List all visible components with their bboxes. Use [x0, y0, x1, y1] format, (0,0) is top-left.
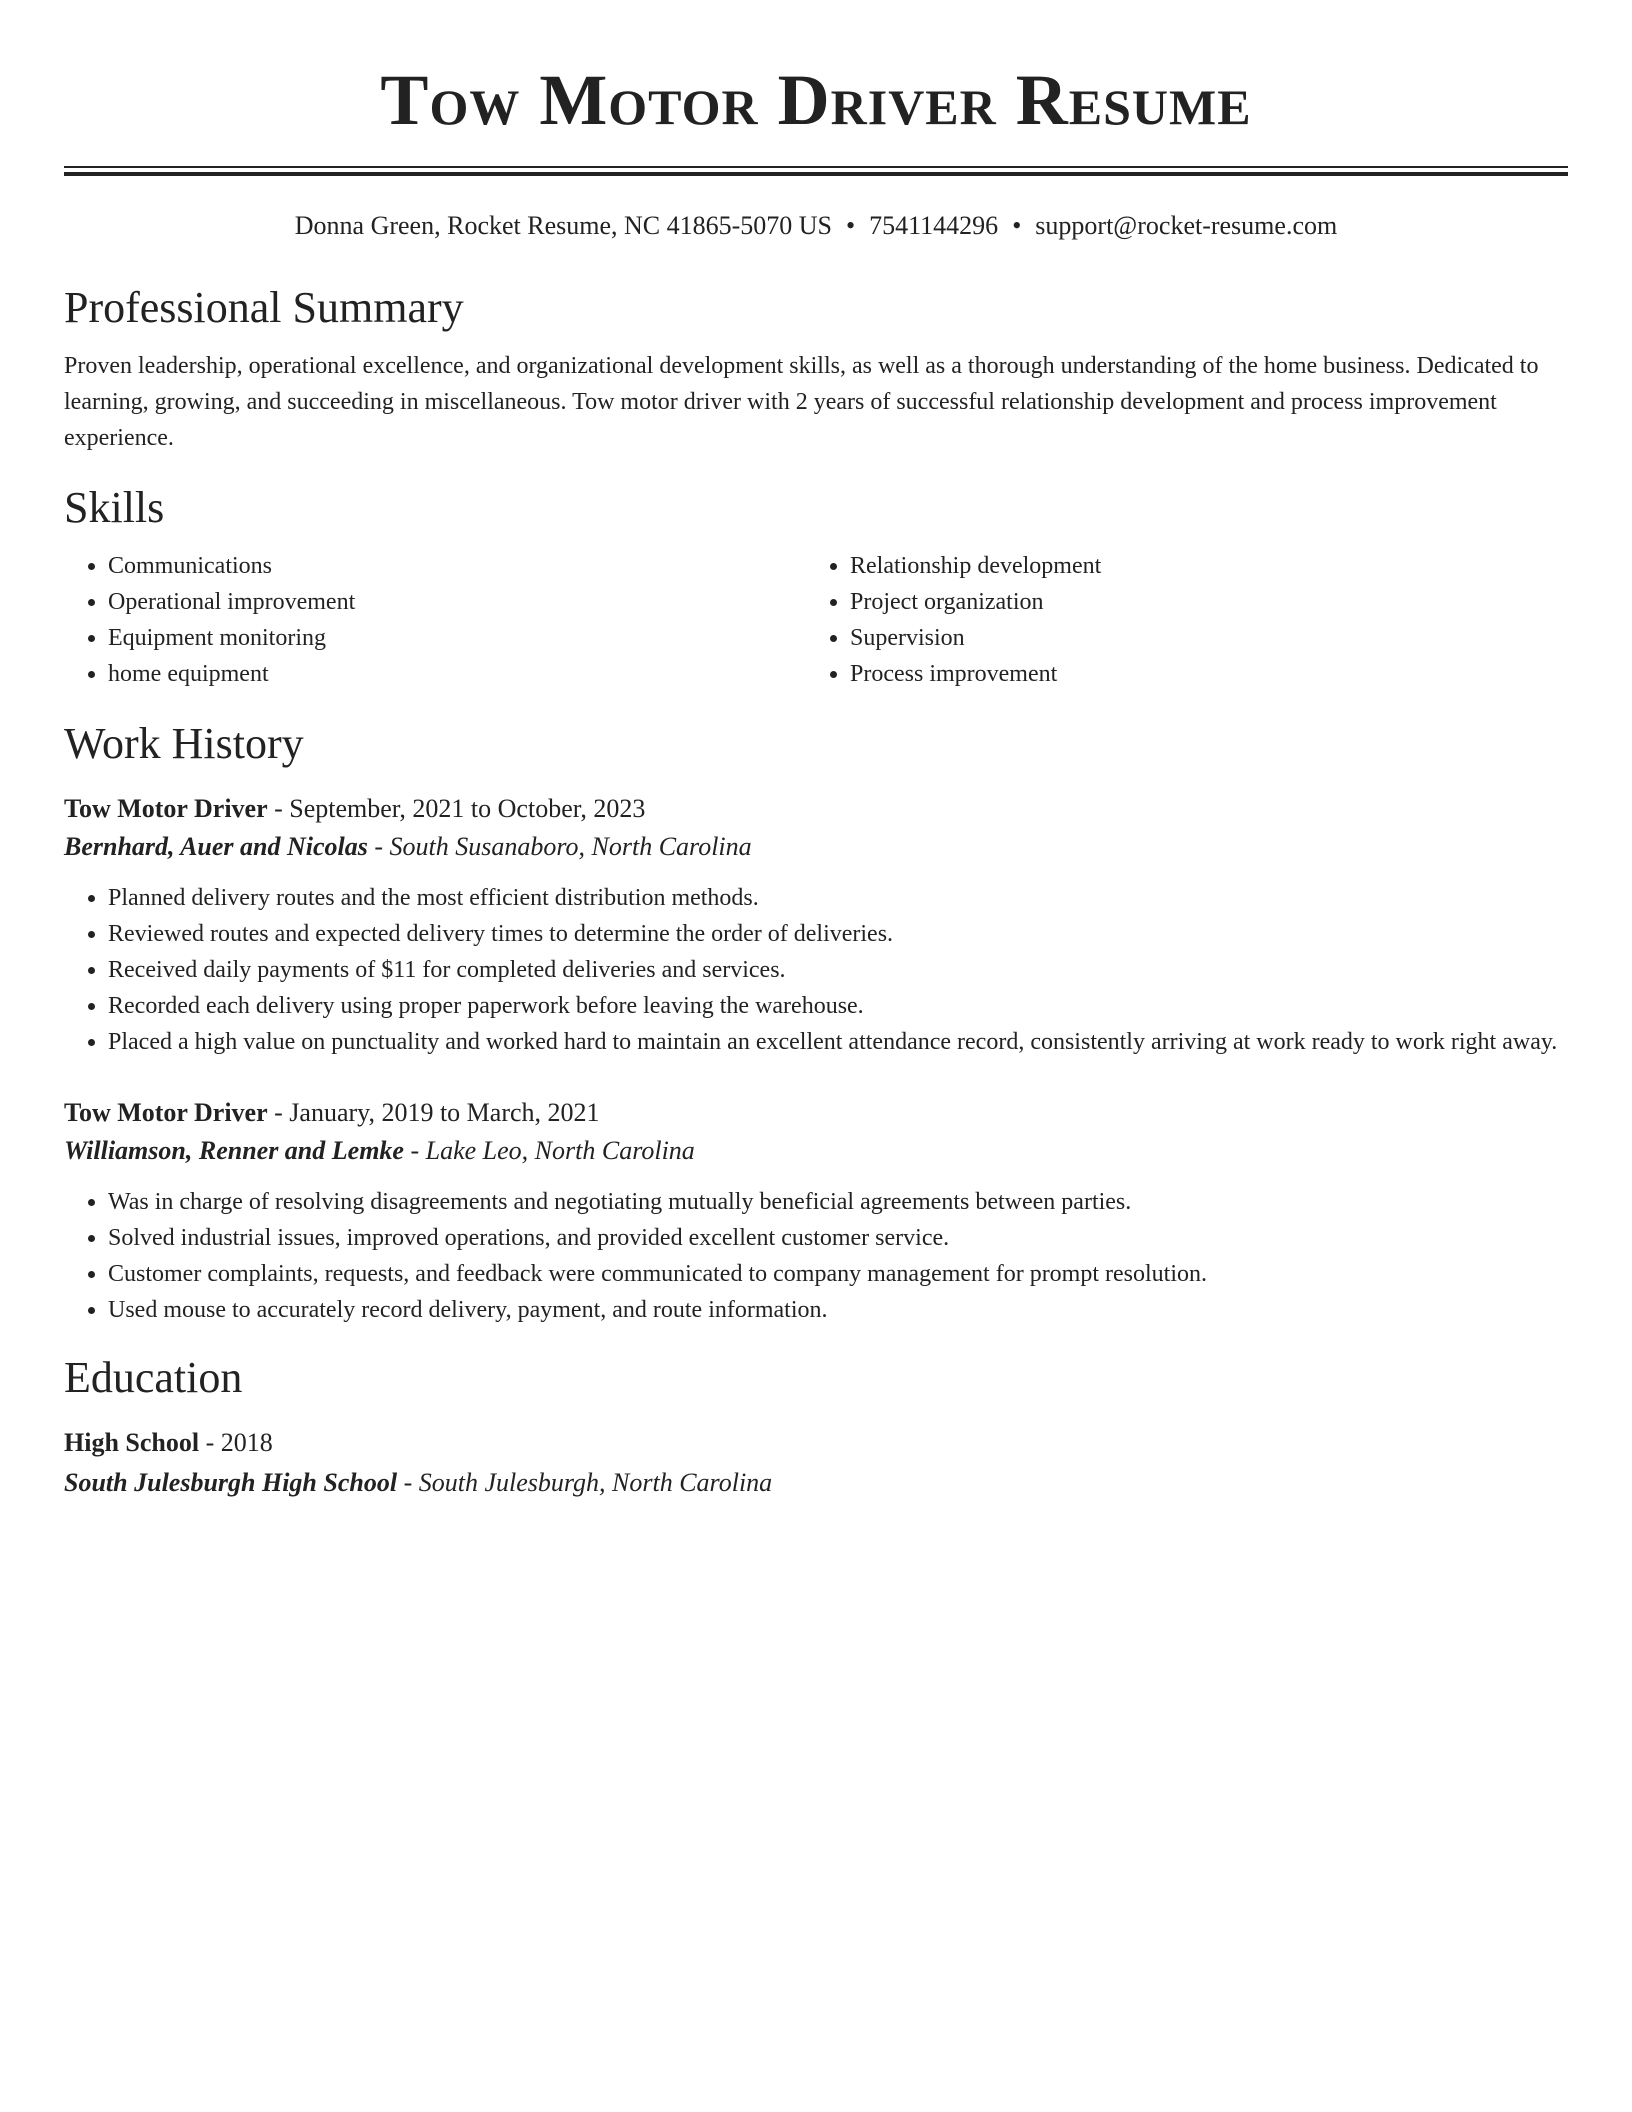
- duty-item: • Reviewed routes and expected delivery times to determine the order of deliveries.: [108, 916, 1568, 952]
- education-header: [64, 1424, 1568, 1462]
- skill-item: • home equipment: [108, 656, 806, 692]
- duty-item: • Received daily payments of $11 for completed deliveries and services.: [108, 952, 1568, 988]
- skill-item: • Equipment monitoring: [108, 620, 806, 656]
- job-header: [64, 1094, 1568, 1132]
- job-title: Tow Motor Driver: [64, 1098, 268, 1127]
- job-location: - Lake Leo, North Carolina: [403, 1136, 695, 1165]
- skill-item: • Supervision: [850, 620, 1550, 656]
- skill-item: • Communications: [108, 548, 806, 584]
- summary-heading: Professional Summary: [64, 283, 464, 332]
- job-entry: [64, 1094, 1568, 1328]
- skill-item: • Operational improvement: [108, 584, 806, 620]
- skills-column-right: [806, 548, 1550, 692]
- contact-address: Donna Green, Rocket Resume, NC 41865-5070 US: [294, 211, 833, 240]
- duty-item: • Solved industrial issues, improved operations, and provided excellent customer service.: [108, 1220, 1568, 1256]
- skill-item: • Process improvement: [850, 656, 1550, 692]
- job-header: [64, 790, 1568, 828]
- skills-column-left: [64, 548, 806, 692]
- page-title: Tow Motor Driver Resume: [380, 60, 1252, 140]
- education-heading: Education: [64, 1353, 243, 1402]
- skill-item: • Relationship development: [850, 548, 1550, 584]
- job-duties: [64, 880, 1568, 1060]
- education-year: - 2018: [199, 1428, 273, 1457]
- job-company: Williamson, Renner and Lemke: [64, 1136, 404, 1165]
- job-company-line: [64, 828, 1568, 866]
- job-duties: [64, 1184, 1568, 1328]
- contact-line: [64, 210, 1568, 242]
- job-dates: - January, 2019 to March, 2021: [267, 1098, 600, 1127]
- duty-item: • Placed a high value on punctuality and worked hard to maintain an excellent attendance record, consistently arriving at work ready to work right away.: [108, 1024, 1568, 1060]
- title-divider-top: [64, 166, 1568, 168]
- job-title: Tow Motor Driver: [64, 794, 268, 823]
- skills-list: [64, 548, 1568, 692]
- summary-text: Proven leadership, operational excellence, and organizational development skills, as well as a thorough understanding of the home business. Dedicated to learning, growing, and succeeding in miscellaneous. Tow motor driver with 2 years of successful relationship development and process improvement experience.: [64, 353, 1539, 451]
- education-location: - South Julesburgh, North Carolina: [397, 1468, 773, 1497]
- education-degree: High School: [64, 1428, 200, 1457]
- resume-page: [64, 0, 1568, 1502]
- work-history-heading: Work History: [64, 719, 304, 768]
- education-school-line: [64, 1464, 1568, 1502]
- job-company: Bernhard, Auer and Nicolas: [64, 832, 368, 861]
- duty-item: • Recorded each delivery using proper paperwork before leaving the warehouse.: [108, 988, 1568, 1024]
- skill-item: • Project organization: [850, 584, 1550, 620]
- contact-separator: •: [846, 211, 856, 240]
- duty-item: • Was in charge of resolving disagreements and negotiating mutually beneficial agreements between parties.: [108, 1184, 1568, 1220]
- job-company-line: [64, 1132, 1568, 1170]
- job-entry: [64, 790, 1568, 1060]
- duty-item: • Customer complaints, requests, and feedback were communicated to company management for prompt resolution.: [108, 1256, 1568, 1292]
- contact-email: support@rocket-resume.com: [1035, 211, 1338, 240]
- skills-heading: Skills: [64, 483, 165, 532]
- job-location: - South Susanaboro, North Carolina: [367, 832, 752, 861]
- education-entry: [64, 1424, 1568, 1502]
- job-dates: - September, 2021 to October, 2023: [267, 794, 646, 823]
- title-divider-bottom: [64, 172, 1568, 176]
- duty-item: • Planned delivery routes and the most efficient distribution methods.: [108, 880, 1568, 916]
- contact-separator: •: [1012, 211, 1022, 240]
- contact-phone: 7541144296: [869, 211, 999, 240]
- duty-item: • Used mouse to accurately record delivery, payment, and route information.: [108, 1292, 1568, 1328]
- education-school: South Julesburgh High School: [64, 1468, 398, 1497]
